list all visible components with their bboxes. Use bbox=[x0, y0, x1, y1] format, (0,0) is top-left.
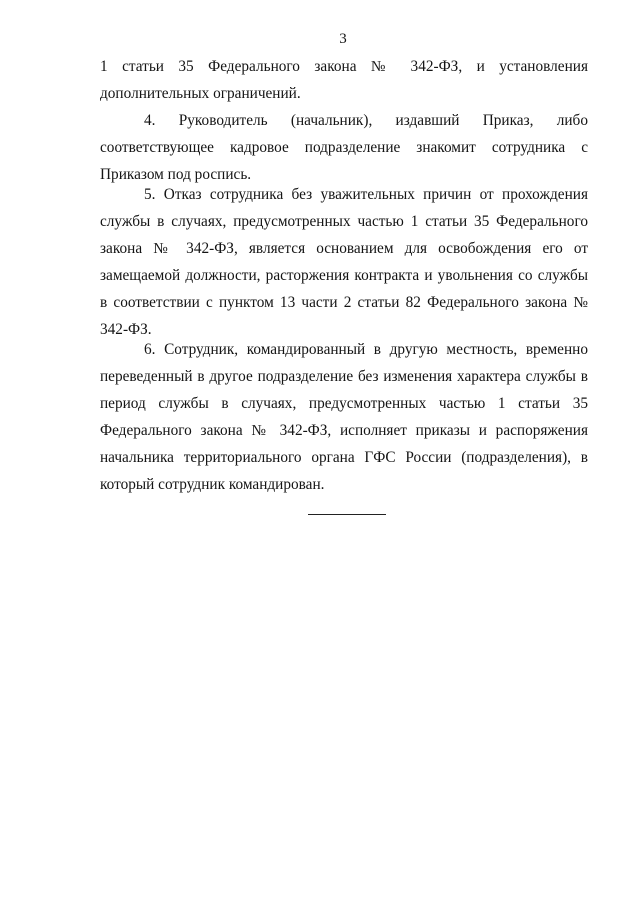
page-number: 3 bbox=[339, 31, 347, 47]
end-separator-line bbox=[308, 514, 386, 515]
paragraph-continuation: 1 статьи 35 Федерального закона № 342-ФЗ, и установления дополнительных ограничений. bbox=[100, 58, 588, 102]
paragraph-item-5: 5. Отказ сотрудника без уважительных причин от прохождения службы в случаях, предусмотренных частью 1 статьи 35 Федерального закона № 342-ФЗ, является основанием для освобождения его от замещаемой должности, расторжения контракта и увольнения со службы в соответствии с пунктом 13 части 2 статьи 82 Федерального закона № 342-ФЗ. bbox=[100, 186, 588, 338]
paragraph-item-4: 4. Руководитель (начальник), издавший Приказ, либо соответствующее кадровое подразделение знакомит сотрудника с Приказом под роспись. bbox=[100, 112, 588, 183]
paragraph-item-6: 6. Сотрудник, командированный в другую местность, временно переведенный в другое подразделение без изменения характера службы в период службы в случаях, предусмотренных частью 1 статьи 35 Федерального закона № 342-ФЗ, исполняет приказы и распоряжения начальника территориального органа ГФС России (подразделения), в который сотрудник командирован. bbox=[100, 341, 588, 493]
